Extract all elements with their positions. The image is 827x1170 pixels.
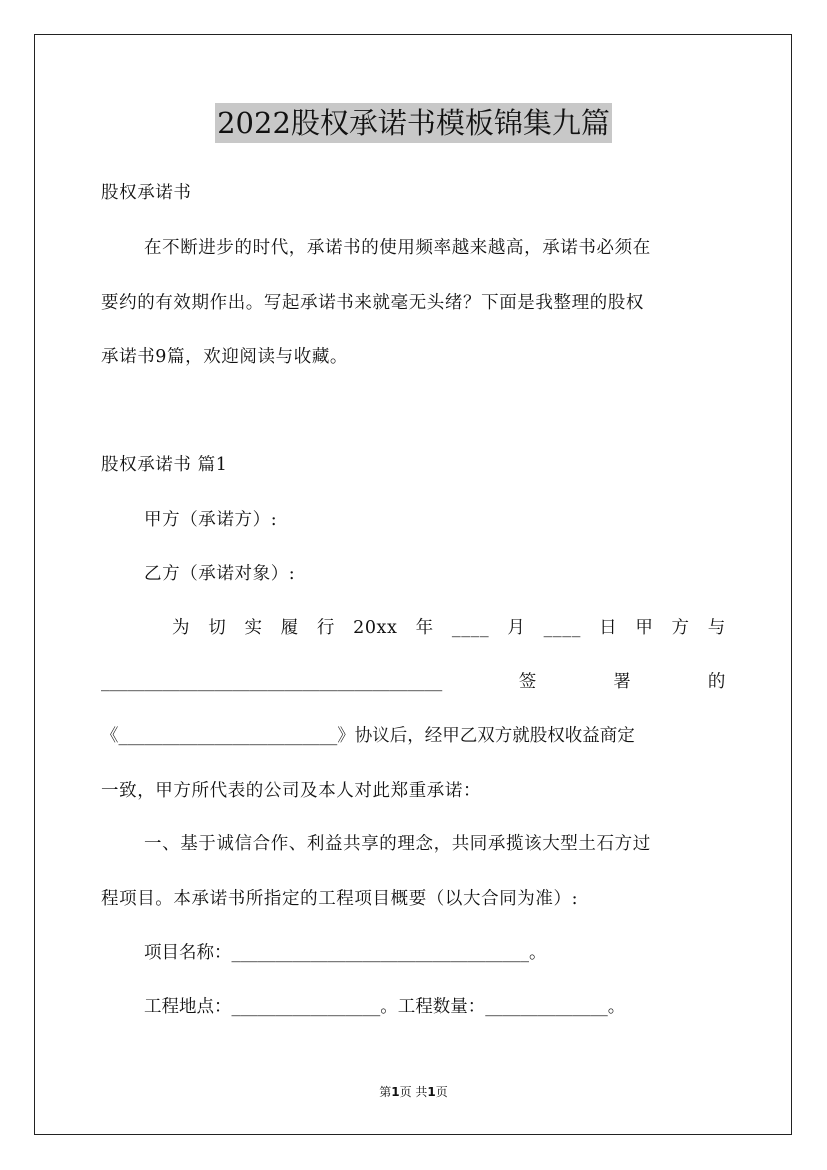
- page-footer: [0, 1084, 827, 1100]
- justified-row-1: [172, 616, 726, 640]
- justified-row-2: [101, 670, 726, 694]
- row1-word: 方: [671, 618, 690, 638]
- document-title: 2022股权承诺书模板锦集九篇: [215, 103, 612, 143]
- agreement-line: 《_________________________》协议后，经甲乙双方就股权收益商定: [101, 726, 635, 746]
- location-quantity-line: 工程地点：_________________。工程数量：______________。: [144, 997, 626, 1017]
- row1-blank: ____: [543, 618, 581, 638]
- row2-word: 签: [518, 672, 537, 692]
- row1-word: 履: [280, 618, 299, 638]
- row1-word: 切: [208, 618, 227, 638]
- row1-blank: ____: [451, 618, 490, 638]
- row1-word: 月: [507, 618, 526, 638]
- intro-heading: 股权承诺书: [101, 183, 192, 203]
- party-b-line: 乙方（承诺对象）:: [144, 564, 296, 584]
- row1-word: 甲: [635, 618, 654, 638]
- section-heading: 股权承诺书 篇1: [101, 455, 228, 475]
- row2-word: 署: [613, 672, 632, 692]
- footer-total-pages: 1: [427, 1085, 436, 1099]
- title-container: [0, 103, 827, 143]
- signatory-blank: _______________________________________: [101, 672, 443, 692]
- row1-year: 20xx: [353, 618, 398, 638]
- item-1-line-1: 一、基于诚信合作、利益共享的理念，共同承揽该大型土石方过: [144, 834, 651, 854]
- project-name-line: 项目名称：__________________________________。: [144, 943, 547, 963]
- item-1-line-2: 程项目。本承诺书所指定的工程项目概要（以大合同为准）:: [101, 889, 579, 909]
- row1-word: 为: [172, 618, 191, 638]
- row1-word: 与: [707, 618, 726, 638]
- row1-word: 年: [415, 618, 434, 638]
- row1-word: 日: [599, 618, 618, 638]
- footer-prefix: 第: [379, 1085, 392, 1099]
- row1-word: 实: [244, 618, 263, 638]
- footer-mid: 页 共: [399, 1085, 428, 1099]
- agreement-continuation: 一致，甲方所代表的公司及本人对此郑重承诺：: [101, 781, 482, 801]
- party-a-line: 甲方（承诺方）:: [144, 510, 278, 530]
- row2-word: 的: [707, 672, 726, 692]
- footer-page-number: 1: [391, 1085, 400, 1099]
- intro-paragraph-line-1: 在不断进步的时代，承诺书的使用频率越来越高，承诺书必须在: [144, 238, 651, 258]
- row1-word: 行: [316, 618, 335, 638]
- footer-suffix: 页: [435, 1085, 448, 1099]
- intro-paragraph-line-2: 要约的有效期作出。写起承诺书来就毫无头绪？下面是我整理的股权: [101, 293, 644, 313]
- intro-paragraph-line-3: 承诺书9篇，欢迎阅读与收藏。: [101, 347, 349, 367]
